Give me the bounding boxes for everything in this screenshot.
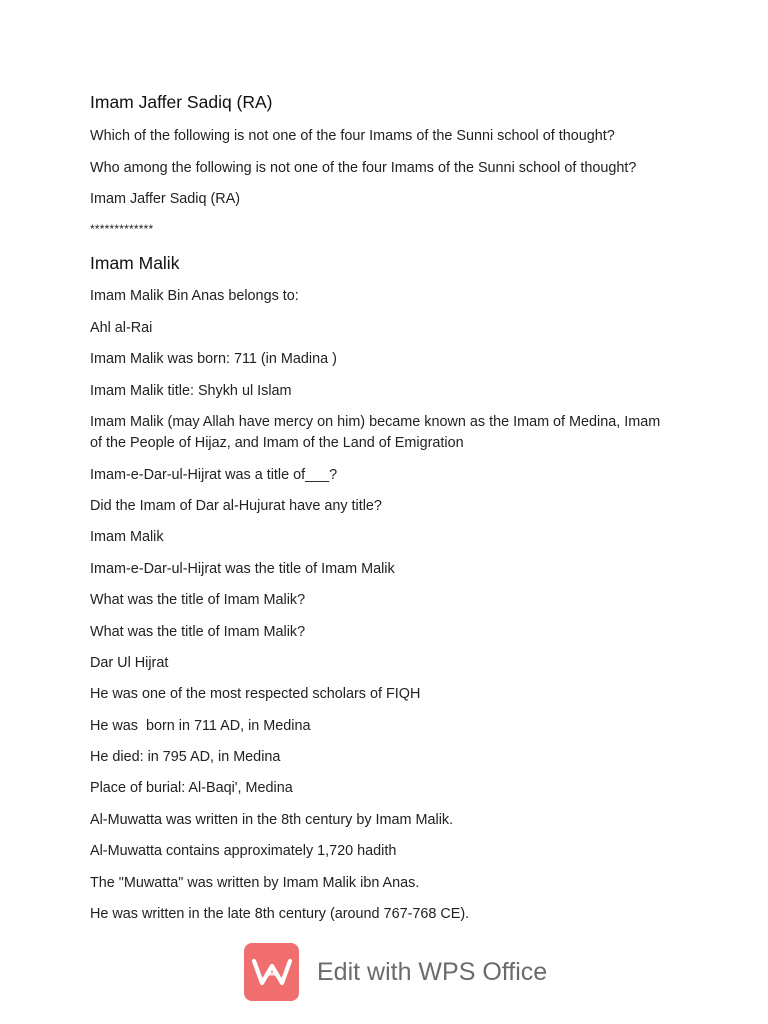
edit-with-wps-label: Edit with WPS Office <box>317 957 548 986</box>
text-line: Imam Jaffer Sadiq (RA) <box>90 191 241 207</box>
text-line: He was one of the most respected scholars of FIQH <box>90 686 421 702</box>
text-line: Imam-e-Dar-ul-Hijrat was the title of Imam Malik <box>90 561 395 577</box>
text-line: Imam Malik <box>90 529 164 545</box>
text-line: Imam Malik Bin Anas belongs to: <box>90 288 299 304</box>
section-heading-jaffer-sadiq: Imam Jaffer Sadiq (RA) <box>90 92 273 112</box>
text-line: What was the title of Imam Malik? <box>90 592 306 608</box>
text-line: What was the title of Imam Malik? <box>90 624 306 640</box>
section-heading-imam-malik: Imam Malik <box>90 253 180 273</box>
text-line: Which of the following is not one of the four Imams of the Sunni school of thought? <box>90 128 615 144</box>
text-line: Imam-e-Dar-ul-Hijrat was a title of___? <box>90 467 338 483</box>
text-line: He died: in 795 AD, in Medina <box>90 749 281 765</box>
text-paragraph: Imam Malik (may Allah have mercy on him) became known as the Imam of Medina, Imam of the People of Hijaz, and Imam of the Land of Emigration <box>90 414 661 451</box>
text-line: Place of burial: Al-Baqi', Medina <box>90 780 293 796</box>
text-line: Imam Malik was born: 711 (in Madina ) <box>90 351 337 367</box>
text-line: He was written in the late 8th century (around 767-768 CE). <box>90 906 470 922</box>
wps-logo-icon <box>244 943 299 1001</box>
text-line: He was born in 711 AD, in Medina <box>90 718 311 734</box>
text-line: Al-Muwatta contains approximately 1,720 hadith <box>90 843 397 859</box>
text-line: Did the Imam of Dar al-Hujurat have any title? <box>90 498 382 514</box>
text-line: Who among the following is not one of the four Imams of the Sunni school of thought? <box>90 160 637 176</box>
edit-with-wps-button[interactable] <box>244 943 547 1001</box>
text-line: The "Muwatta" was written by Imam Malik ibn Anas. <box>90 875 420 891</box>
text-line: Dar Ul Hijrat <box>90 655 169 671</box>
separator-line: ************* <box>90 222 154 236</box>
text-line: Ahl al-Rai <box>90 320 153 336</box>
text-line: Imam Malik title: Shykh ul Islam <box>90 383 292 399</box>
text-line: Al-Muwatta was written in the 8th century by Imam Malik. <box>90 812 454 828</box>
